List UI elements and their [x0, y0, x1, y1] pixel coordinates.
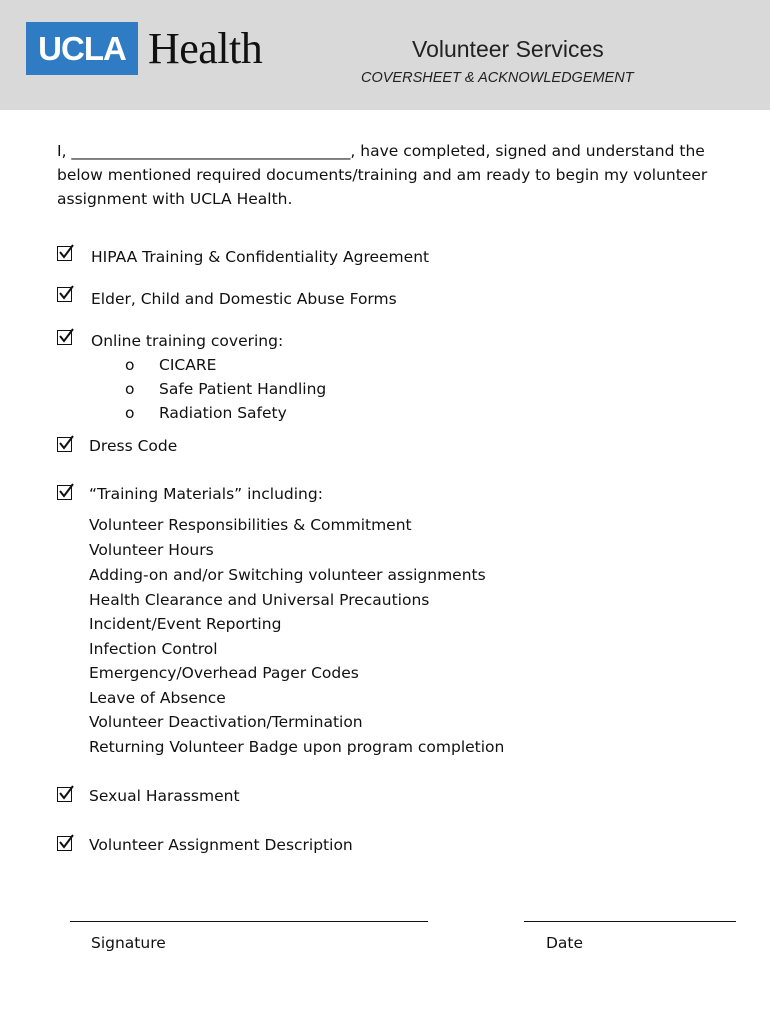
material-item: Infection Control: [89, 640, 218, 658]
document-title: Volunteer Services: [412, 36, 604, 62]
checkbox-checked-icon: [57, 437, 72, 452]
checklist-item-training-materials: “Training Materials” including:: [89, 485, 323, 503]
checkbox-checked-icon: [57, 246, 72, 261]
checklist-item-hipaa: HIPAA Training & Confidentiality Agreement: [91, 248, 430, 266]
material-item: Health Clearance and Universal Precautions: [89, 591, 430, 609]
ucla-logo: UCLA: [26, 22, 138, 75]
bullet-marker: o: [125, 356, 135, 374]
online-topic: Safe Patient Handling: [159, 380, 327, 398]
checklist-item-dress-code: Dress Code: [89, 437, 178, 455]
material-item: Emergency/Overhead Pager Codes: [89, 664, 359, 682]
material-item: Volunteer Responsibilities & Commitment: [89, 516, 412, 534]
acknowledgement-intro: I, ____________________________________, have completed, signed and understand the below mentioned required documents/training and am ready to begin my volunteer assignment with UCLA Health.: [57, 142, 708, 208]
material-item: Returning Volunteer Badge upon program completion: [89, 738, 505, 756]
checkbox-checked-icon: [57, 287, 72, 302]
material-item: Adding-on and/or Switching volunteer assignments: [89, 566, 486, 584]
online-topic: CICARE: [159, 356, 217, 374]
bullet-marker: o: [125, 404, 135, 422]
online-topic: Radiation Safety: [159, 404, 287, 422]
checkbox-checked-icon: [57, 787, 72, 802]
bullet-marker: o: [125, 380, 135, 398]
header-bar: [0, 0, 770, 110]
checklist-item-assignment-description: Volunteer Assignment Description: [89, 836, 353, 854]
health-logo-text: Health: [148, 24, 263, 73]
checkbox-checked-icon: [57, 330, 72, 345]
signature-label: Signature: [91, 934, 166, 952]
material-item: Incident/Event Reporting: [89, 615, 282, 633]
checklist-item-online-training: Online training covering:: [91, 332, 284, 350]
material-item: Leave of Absence: [89, 689, 226, 707]
checklist-item-sexual-harassment: Sexual Harassment: [89, 787, 240, 805]
checklist-item-abuse-forms: Elder, Child and Domestic Abuse Forms: [91, 290, 397, 308]
checkbox-checked-icon: [57, 485, 72, 500]
date-label: Date: [546, 934, 584, 952]
document-subtitle: COVERSHEET & ACKNOWLEDGEMENT: [361, 70, 634, 86]
checkbox-checked-icon: [57, 836, 72, 851]
material-item: Volunteer Deactivation/Termination: [89, 713, 363, 731]
material-item: Volunteer Hours: [89, 541, 214, 559]
signature-line[interactable]: [70, 921, 428, 922]
date-line[interactable]: [524, 921, 736, 922]
